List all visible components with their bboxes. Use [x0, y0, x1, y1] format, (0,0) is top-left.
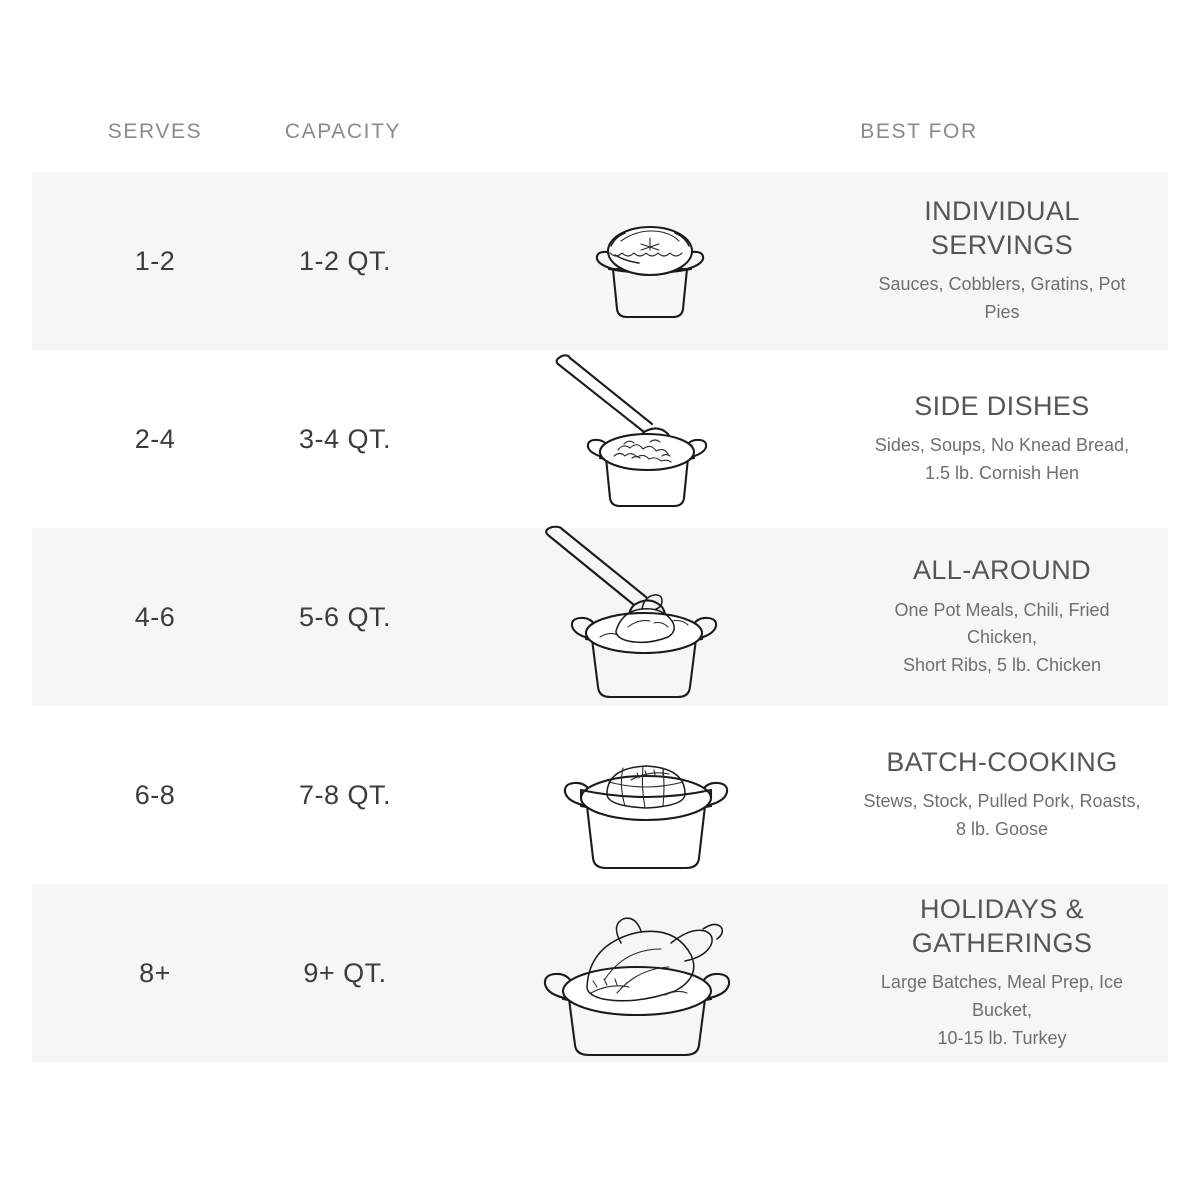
cell-serves: 1-2	[134, 245, 176, 276]
best-for-description: Sauces, Cobblers, Gratins, Pot Pies	[878, 274, 1126, 323]
cell-serves: 4-6	[134, 601, 176, 632]
cell-capacity: 5-6 QT.	[298, 601, 392, 632]
column-header-capacity: CAPACITY	[284, 120, 402, 143]
column-header-best-for: BEST FOR	[860, 120, 978, 143]
cell-illustration	[440, 354, 860, 524]
cell-best-for	[860, 554, 1168, 680]
small-dutch-oven-with-spoon-icon	[540, 354, 760, 524]
cell-illustration	[440, 527, 860, 707]
cell-capacity: 3-4 QT.	[298, 423, 392, 454]
cell-capacity: 7-8 QT.	[298, 779, 392, 810]
best-for-title: INDIVIDUAL SERVINGS	[924, 195, 1080, 260]
cell-capacity: 9+ QT.	[303, 957, 387, 988]
cell-serves: 6-8	[134, 779, 176, 810]
table-row	[32, 172, 1168, 350]
cell-serves: 8+	[139, 957, 171, 988]
cell-best-for	[860, 893, 1168, 1053]
best-for-description: Stews, Stock, Pulled Pork, Roasts, 8 lb. Goose	[863, 791, 1141, 840]
cell-best-for	[860, 390, 1168, 489]
table-row	[32, 884, 1168, 1062]
table-row	[32, 528, 1168, 706]
best-for-description: Sides, Soups, No Knead Bread, 1.5 lb. Cornish Hen	[874, 435, 1130, 484]
best-for-title: SIDE DISHES	[914, 390, 1090, 421]
table-row	[32, 350, 1168, 528]
mini-cocotte-pot-pie-icon	[555, 191, 745, 331]
cell-illustration	[440, 710, 860, 880]
column-header-serves: SERVES	[107, 120, 203, 143]
cell-best-for	[860, 195, 1168, 327]
cell-best-for	[860, 746, 1168, 845]
best-for-description: One Pot Meals, Chili, Fried Chicken, Short Ribs, 5 lb. Chicken	[894, 599, 1110, 676]
table-header	[32, 120, 1168, 168]
cell-illustration	[440, 883, 860, 1063]
large-dutch-oven-with-roast-icon	[535, 710, 765, 880]
best-for-title: BATCH-COOKING	[886, 746, 1118, 777]
cell-illustration	[440, 191, 860, 331]
best-for-title: ALL-AROUND	[912, 554, 1092, 585]
best-for-title: HOLIDAYS & GATHERINGS	[911, 893, 1093, 958]
extra-large-dutch-oven-with-turkey-icon	[525, 883, 775, 1063]
cell-serves: 2-4	[134, 423, 176, 454]
medium-dutch-oven-with-ladle-icon	[530, 527, 770, 707]
best-for-description: Large Batches, Meal Prep, Ice Bucket, 10-15 lb. Turkey	[880, 972, 1124, 1049]
table-row	[32, 706, 1168, 884]
cell-capacity: 1-2 QT.	[298, 245, 392, 276]
